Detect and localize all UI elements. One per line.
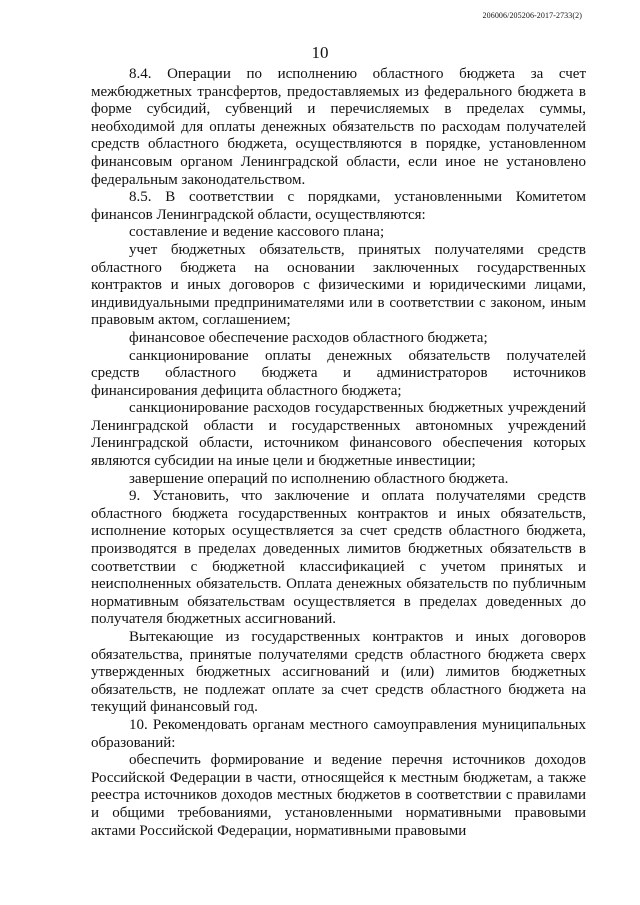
document-body xyxy=(91,66,586,840)
page-number: 10 xyxy=(311,43,329,62)
document-id: 206006/205206-2017-2733(2) xyxy=(482,11,582,20)
paragraph-9: 9. Установить, что заключение и оплата получателями средств областного бюджета государственных контрактов и иных обязательств, исполнение которых осуществляется за счет средств областного бюджета, производятся в пределах доведенных лимитов бюджетных обязательств в соответствии с бюджетной классификацией с учетом принятых и неисполненных обязательств. Оплата денежных обязательств по публичным нормативным обязательствам осуществляется в пределах доведенных до получателя бюджетных ассигнований. xyxy=(91,488,586,628)
list-item-cash-plan: составление и ведение кассового плана; xyxy=(129,224,385,241)
paragraph-8-5: 8.5. В соответствии с порядками, установленными Комитетом финансов Ленинградской области, осуществляются: xyxy=(91,189,586,223)
paragraph-8-4: 8.4. Операции по исполнению областного бюджета за счет межбюджетных трансфертов, предоставляемых из федерального бюджета в форме субсидий, субвенций и перечисляемых в пределах суммы, необходимой для оплаты денежных обязательств по расходам получателей средств областного бюджета, осуществляются в порядке, установленном финансовым органом Ленинградской области, если иное не установлено федеральным законодательством. xyxy=(91,66,586,188)
list-item-financing: финансовое обеспечение расходов областного бюджета; xyxy=(129,329,488,346)
list-item-obligations-accounting: учет бюджетных обязательств, принятых получателями средств областного бюджета на основании заключенных государственных контрактов и иных договоров с физическими и юридическими лицами, индивидуальными предпринимателями или в соответствии с законом, иным правовым актом, соглашением; xyxy=(91,241,586,329)
paragraph-10: 10. Рекомендовать органам местного самоуправления муниципальных образований: xyxy=(91,716,586,751)
paragraph-10-item: обеспечить формирование и ведение перечня источников доходов Российской Федерации в части, относящейся к местным бюджетам, а также реестра источников доходов местных бюджетов в соответствии с правилами и общими требованиями, установленными нормативными правовыми актами Российской Федерации, нормативными правовыми xyxy=(91,752,586,839)
list-item-completion: завершение операций по исполнению областного бюджета. xyxy=(129,470,509,487)
paragraph-9-obligations: Вытекающие из государственных контрактов и иных договоров обязательства, принятые получателями средств областного бюджета сверх утвержденных бюджетных ассигнований и (или) лимитов бюджетных обязательств, не подлежат оплате за счет средств областного бюджета на текущий финансовый год. xyxy=(91,629,586,716)
list-item-payment-authorization: санкционирование оплаты денежных обязательств получателей средств областного бюджета и администраторов источников финансирования дефицита областного бюджета; xyxy=(91,347,586,399)
list-item-expense-authorization: санкционирование расходов государственных бюджетных учреждений Ленинградской области и государственных автономных учреждений Ленинградской области, источником финансового обеспечения которых являются субсидии на иные цели и бюджетные инвестиции; xyxy=(91,400,586,470)
